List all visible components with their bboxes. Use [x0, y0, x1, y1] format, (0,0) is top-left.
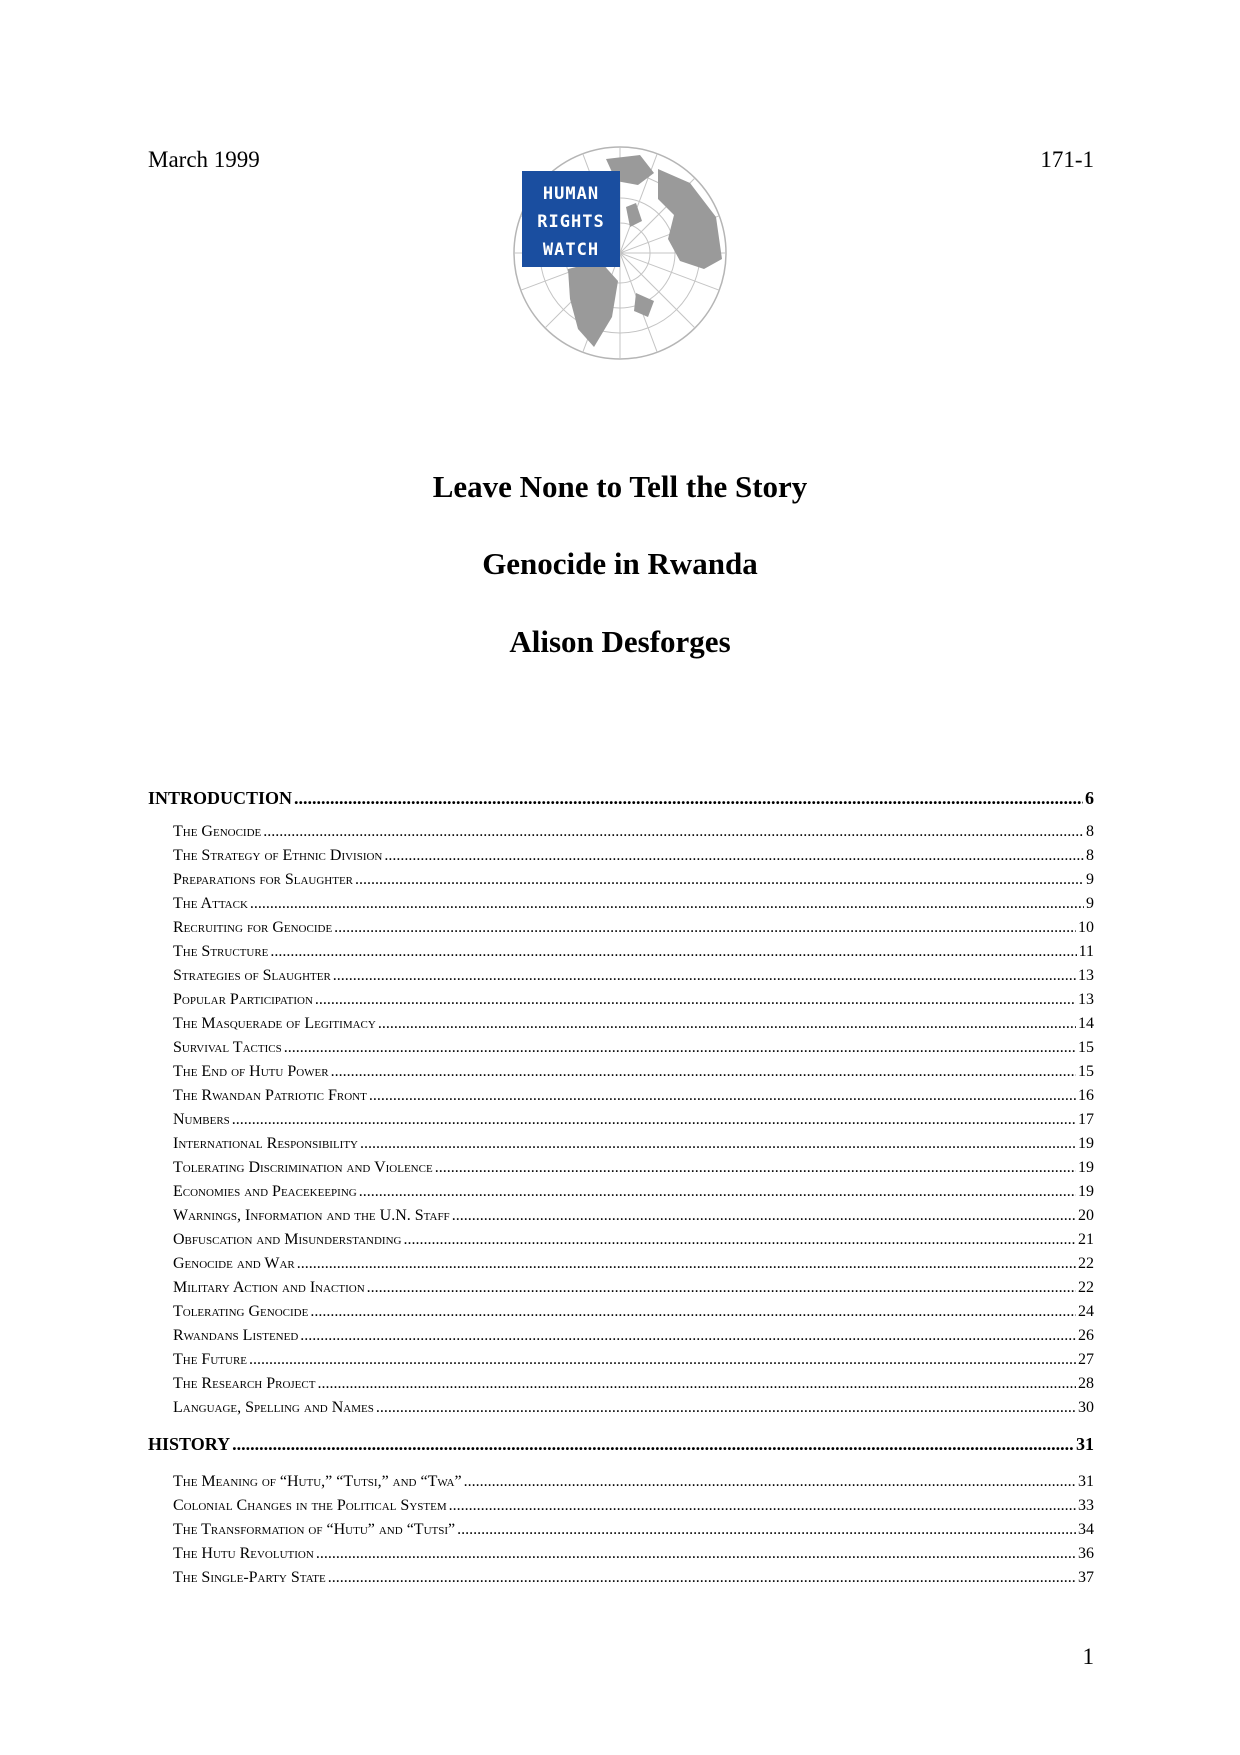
toc-entry-page: 27 [1078, 1351, 1094, 1368]
toc-entry-page: 17 [1078, 1111, 1094, 1128]
toc-leader-dots [457, 1518, 1076, 1542]
toc-entry[interactable] [148, 1396, 1094, 1420]
toc-entry-page: 14 [1078, 1015, 1094, 1032]
header-date: March 1999 [148, 147, 260, 172]
toc-entry-page: 15 [1078, 1039, 1094, 1056]
toc-entry[interactable] [148, 1348, 1094, 1372]
toc-entry-label: The Future [173, 1351, 247, 1368]
toc-entry[interactable] [148, 1156, 1094, 1180]
toc-entry-page: 30 [1078, 1399, 1094, 1416]
toc-entry-label: Genocide and War [173, 1255, 295, 1272]
toc-leader-dots [359, 1180, 1076, 1204]
toc-leader-dots [316, 1542, 1076, 1566]
toc-leader-dots [384, 844, 1084, 868]
toc-entry-page: 33 [1078, 1497, 1094, 1514]
toc-entry-page: 21 [1078, 1231, 1094, 1248]
toc-entry[interactable] [148, 964, 1094, 988]
toc-entry-label: Rwandans Listened [173, 1327, 299, 1344]
toc-entry-label: Numbers [173, 1111, 230, 1128]
toc-leader-dots [294, 786, 1083, 810]
toc-entry-label: Military Action and Inaction [173, 1279, 365, 1296]
toc-leader-dots [360, 1132, 1076, 1156]
toc-entry[interactable] [148, 988, 1094, 1012]
toc-entry-label: Tolerating Discrimination and Violence [173, 1159, 433, 1176]
toc-entry-label: Preparations for Slaughter [173, 871, 354, 888]
toc-entry[interactable] [148, 868, 1094, 892]
toc-entry[interactable] [148, 820, 1094, 844]
toc-leader-dots [435, 1156, 1076, 1180]
toc-entry[interactable] [148, 844, 1094, 868]
toc-leader-dots [452, 1204, 1076, 1228]
toc-entry-page: 8 [1086, 823, 1094, 840]
toc-entry-label: The Attack [173, 895, 248, 912]
toc-entry-page: 15 [1078, 1063, 1094, 1080]
toc-entry-label: Colonial Changes in the Political System [173, 1497, 447, 1514]
toc-history-list [148, 1470, 1094, 1590]
toc-entry[interactable] [148, 1276, 1094, 1300]
toc-entry[interactable] [148, 1180, 1094, 1204]
toc-entry-label: The Hutu Revolution [173, 1545, 314, 1562]
toc-entry[interactable] [148, 1036, 1094, 1060]
toc-leader-dots [317, 1372, 1076, 1396]
toc-entry-page: 28 [1078, 1375, 1094, 1392]
toc-leader-dots [403, 1228, 1076, 1252]
toc-entry-label: Popular Participation [173, 991, 313, 1008]
toc-leader-dots [367, 1276, 1076, 1300]
toc-entry-page: 9 [1086, 871, 1094, 888]
logo-word-1: HUMAN [542, 184, 600, 204]
toc-leader-dots [263, 820, 1084, 844]
toc-entry-page: 8 [1086, 847, 1094, 864]
toc-entry[interactable] [148, 1300, 1094, 1324]
toc-entry[interactable] [148, 1470, 1094, 1494]
toc-entry-page: 11 [1078, 943, 1094, 960]
toc-entry-label: The Transformation of “Hutu” and “Tutsi” [173, 1521, 456, 1538]
toc-entry-label: Tolerating Genocide [173, 1303, 309, 1320]
toc-leader-dots [270, 940, 1076, 964]
toc-leader-dots [315, 988, 1076, 1012]
toc-entry[interactable] [148, 1084, 1094, 1108]
document-subtitle: Genocide in Rwanda [482, 546, 758, 581]
human-rights-watch-logo [508, 141, 732, 365]
toc-leader-dots [369, 1084, 1076, 1108]
toc-entry-page: 9 [1086, 895, 1094, 912]
toc-entry[interactable] [148, 892, 1094, 916]
toc-leader-dots [250, 892, 1084, 916]
toc-entry-page: 19 [1078, 1159, 1094, 1176]
toc-entry-page: 36 [1078, 1545, 1094, 1562]
toc-entry[interactable] [148, 1566, 1094, 1590]
toc-entry-label: The Structure [173, 943, 269, 960]
toc-entry[interactable] [148, 1108, 1094, 1132]
toc-entry[interactable] [148, 1012, 1094, 1036]
toc-entry-page: 19 [1078, 1135, 1094, 1152]
toc-leader-dots [449, 1494, 1076, 1518]
toc-entry-label: The End of Hutu Power [173, 1063, 329, 1080]
table-of-contents [148, 786, 1094, 1590]
toc-entry-label: The Masquerade of Legitimacy [173, 1015, 376, 1032]
toc-entry-label: Survival Tactics [173, 1039, 282, 1056]
toc-leader-dots [464, 1470, 1076, 1494]
toc-entry-label: The Meaning of “Hutu,” “Tutsi,” and “Twa” [173, 1473, 462, 1490]
toc-section-history[interactable] [148, 1432, 1094, 1456]
toc-leader-dots [333, 964, 1076, 988]
toc-leader-dots [249, 1348, 1076, 1372]
logo-word-2: RIGHTS [537, 212, 605, 232]
toc-leader-dots [355, 868, 1084, 892]
toc-entry[interactable] [148, 1542, 1094, 1566]
toc-entry-label: INTRODUCTION [148, 788, 293, 808]
toc-leader-dots [310, 1300, 1076, 1324]
toc-entry-page: 6 [1085, 788, 1094, 808]
toc-entry-label: HISTORY [148, 1434, 231, 1454]
toc-entry-page: 37 [1078, 1569, 1094, 1586]
toc-leader-dots [328, 1566, 1076, 1590]
toc-entry-page: 31 [1078, 1473, 1094, 1490]
toc-entry-page: 34 [1078, 1521, 1094, 1538]
toc-entry-label: Recruiting for Genocide [173, 919, 333, 936]
toc-leader-dots [376, 1396, 1076, 1420]
logo-word-3: WATCH [542, 240, 600, 260]
toc-leader-dots [334, 916, 1076, 940]
toc-entry-page: 22 [1078, 1255, 1094, 1272]
toc-entry-label: The Genocide [173, 823, 262, 840]
document-author: Alison Desforges [509, 624, 731, 659]
toc-entry-label: Obfuscation and Misunderstanding [173, 1231, 402, 1248]
toc-entry-page: 20 [1078, 1207, 1094, 1224]
toc-entry-label: The Single-Party State [173, 1569, 326, 1586]
page-number: 1 [1082, 1644, 1094, 1669]
toc-entry-label: Strategies of Slaughter [173, 967, 331, 984]
toc-entry-label: The Strategy of Ethnic Division [173, 847, 383, 864]
toc-entry[interactable] [148, 940, 1094, 964]
toc-entry-label: International Responsibility [173, 1135, 358, 1152]
toc-entry[interactable] [148, 1228, 1094, 1252]
toc-entry-label: Language, Spelling and Names [173, 1399, 374, 1416]
toc-leader-dots [378, 1012, 1076, 1036]
toc-entry-label: The Rwandan Patriotic Front [173, 1087, 367, 1104]
toc-entry[interactable] [148, 1252, 1094, 1276]
toc-entry-page: 26 [1078, 1327, 1094, 1344]
toc-entry-label: Warnings, Information and the U.N. Staff [173, 1207, 450, 1224]
toc-entry[interactable] [148, 1060, 1094, 1084]
toc-intro-list [148, 820, 1094, 1420]
toc-leader-dots [297, 1252, 1076, 1276]
toc-entry[interactable] [148, 916, 1094, 940]
toc-entry[interactable] [148, 1494, 1094, 1518]
toc-leader-dots [232, 1432, 1074, 1456]
toc-entry-page: 10 [1078, 919, 1094, 936]
toc-entry-page: 19 [1078, 1183, 1094, 1200]
toc-leader-dots [300, 1324, 1076, 1348]
toc-entry-page: 16 [1078, 1087, 1094, 1104]
header-report-code: 171-1 [1040, 147, 1094, 172]
toc-entry[interactable] [148, 1204, 1094, 1228]
toc-leader-dots [232, 1108, 1076, 1132]
toc-entry[interactable] [148, 1372, 1094, 1396]
toc-entry-page: 13 [1078, 991, 1094, 1008]
toc-entry-page: 24 [1078, 1303, 1094, 1320]
toc-entry[interactable] [148, 1324, 1094, 1348]
toc-section-introduction[interactable] [148, 786, 1094, 810]
toc-entry-label: Economies and Peacekeeping [173, 1183, 357, 1200]
toc-entry-page: 13 [1078, 967, 1094, 984]
toc-entry-page: 22 [1078, 1279, 1094, 1296]
toc-entry[interactable] [148, 1518, 1094, 1542]
toc-entry-page: 31 [1076, 1434, 1094, 1454]
toc-leader-dots [284, 1036, 1076, 1060]
document-title: Leave None to Tell the Story [432, 469, 808, 504]
toc-leader-dots [331, 1060, 1076, 1084]
toc-entry-label: The Research Project [173, 1375, 316, 1392]
toc-entry[interactable] [148, 1132, 1094, 1156]
